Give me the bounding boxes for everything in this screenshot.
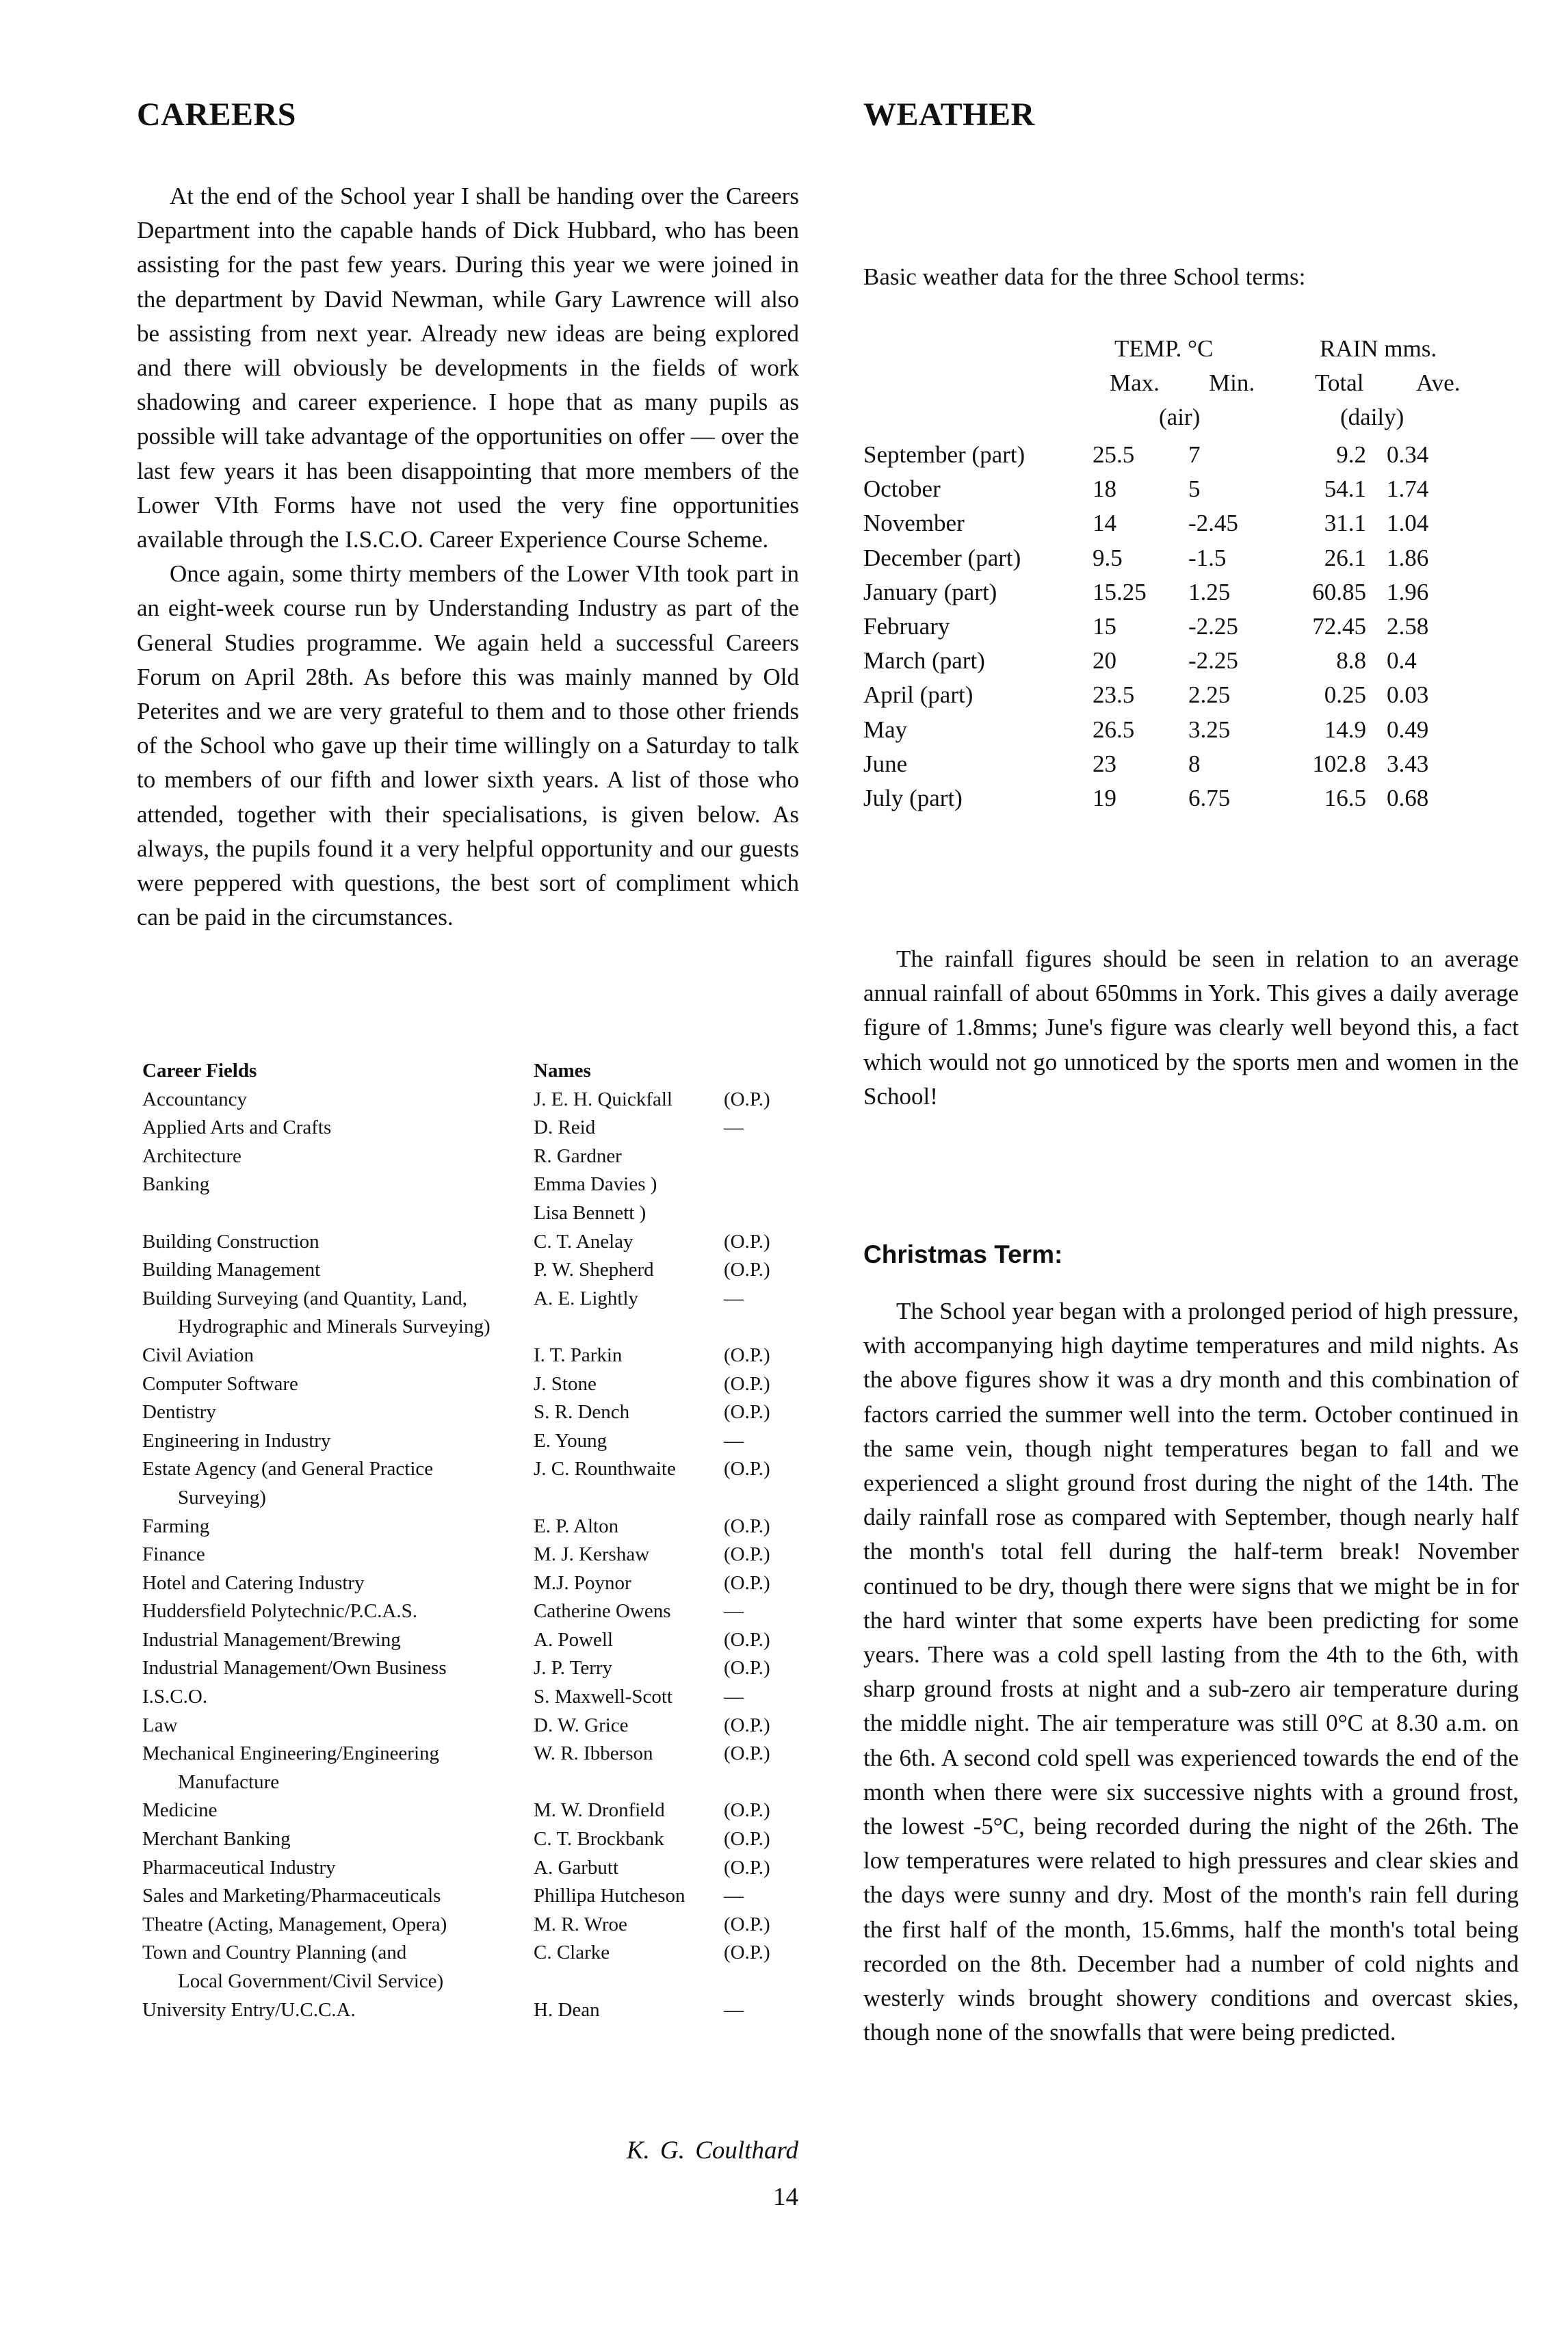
person-name: H. Dean: [534, 1998, 600, 2021]
table-row: [142, 1256, 799, 1285]
table-row: [142, 1740, 799, 1796]
table-row: [142, 1342, 799, 1370]
weather-table-body: [863, 438, 1455, 815]
christmas-term-paragraph: The School year began with a prolonged period of high pressure, with accompanying high daytime temperatures and mild nights. As the above figures show it was a dry month and this combination of factors carried the summer well into the term. October continued in the same vein, though night temperatures began to fall and we experienced a slight ground frost during the night of the 14th. The daily rainfall rose as compared with September, though nearly half the month's total fell during the half-term break! November continued to be dry, though there were signs that we might be in for the hard winter that some experts have been predicting for some years. There was a cold spell lasting from the 4th to the 6th, with sharp ground frosts at night and a sub-zero air temperature during the middle night. The air temperature was still 0°C at 8.30 a.m. on the 6th. A second cold spell was experienced towards the end of the month when there were six successive nights with a ground frost, the lowest -5°C, being recorded during the night of the 26th. The low temperatures were related to high pressures and clear skies and the days were sunny and dry. Most of the month's rain fell during the first half of the month, 15.6mms, half the month's total being recorded on the 8th. December had a number of cold nights and westerly winds brought showery conditions and overcast skies, though none of the snowfalls that were being predicted.: [863, 1298, 1519, 2046]
careers-paragraph-2: Once again, some thirty members of the Lower VIth took part in an eight-week course run by Understanding Industry as part of the General Studies programme. We again held a successful Careers Forum on April 28th. As before this was mainly manned by Old Peterites and we are very grateful to them and to those other friends of the School who gave up their time willingly on a Saturday to talk to members of our fifth and lower sixth years. A list of those who attended, together with their specialisations, is given below. As always, the pupils found it a very helpful opportunity and our guests were peppered with questions, the best sort of compliment which can be paid in the circumstances.: [137, 560, 799, 931]
career-field: Pharmaceutical Industry: [142, 1856, 336, 1879]
career-field: Accountancy: [142, 1088, 247, 1110]
air-header: (air): [1159, 404, 1201, 430]
table-row: [142, 1939, 799, 1996]
career-field-cell: [142, 1228, 534, 1257]
total-header: Total: [1315, 369, 1364, 396]
temp-header: TEMP. °C: [1114, 335, 1214, 362]
min-temp-cell: 2.25: [1188, 681, 1231, 709]
careers-heading: CAREERS: [137, 96, 296, 133]
person-name: A. Garbutt: [534, 1856, 619, 1879]
max-temp-cell: 15.25: [1093, 578, 1147, 605]
rain-total-cell: 9.2: [1336, 441, 1366, 468]
career-field: Hotel and Catering Industry: [142, 1571, 365, 1594]
career-fields-table: [142, 1057, 799, 2024]
old-peterite-marker: (O.P.): [724, 1714, 770, 1736]
min-temp-cell: 5: [1188, 475, 1201, 503]
signature: K. G. Coulthard: [626, 2137, 798, 2165]
person-name: Emma Davies ): [534, 1173, 657, 1196]
ave-header: Ave.: [1416, 369, 1461, 396]
table-row: [142, 1882, 799, 1911]
old-peterite-marker: (O.P.): [724, 1401, 770, 1424]
rain-average-cell: 3.43: [1387, 750, 1429, 777]
old-peterite-marker: (O.P.): [724, 1344, 770, 1366]
old-peterite-marker: —: [724, 1885, 744, 1907]
rain-average-cell: 1.74: [1387, 475, 1429, 503]
career-field: Building Construction: [142, 1230, 319, 1253]
min-temp-cell: 7: [1188, 441, 1201, 468]
table-row: [142, 1825, 799, 1854]
career-field-continuation: Local Government/Civil Service): [178, 1970, 444, 1992]
rain-total-cell: 31.1: [1324, 510, 1366, 537]
rain-total-cell: 60.85: [1312, 578, 1366, 605]
table-row: [142, 1142, 799, 1171]
weather-row: [863, 472, 1455, 506]
weather-row: [863, 541, 1455, 575]
weather-heading: WEATHER: [863, 96, 1035, 133]
person-name: M. R. Wroe: [534, 1913, 627, 1935]
career-field: Building Management: [142, 1259, 321, 1281]
rainfall-paragraph: The rainfall figures should be seen in relation to an average annual rainfall of about 650mms in York. This gives a daily average figure of 1.8mms; June's figure was clearly well beyond this, a fact which would not go unnoticed by the sports men and women in the School!: [863, 945, 1519, 1110]
career-field: Finance: [142, 1543, 205, 1566]
max-temp-cell: 25.5: [1093, 441, 1135, 468]
table-row: [142, 1683, 799, 1712]
daily-header: (daily): [1340, 404, 1404, 430]
old-peterite-marker: [724, 1171, 799, 1199]
min-temp-cell: -2.25: [1188, 647, 1238, 675]
old-peterite-marker: —: [724, 1600, 744, 1623]
careers-text: [137, 179, 799, 935]
table-header-row: [142, 1057, 799, 1086]
rain-average-cell: 1.04: [1387, 510, 1429, 537]
person-name: S. R. Dench: [534, 1401, 630, 1424]
person-name: J. P. Terry: [534, 1657, 613, 1680]
career-field: Building Surveying (and Quantity, Land,: [142, 1287, 467, 1309]
weather-row: [863, 438, 1455, 472]
career-field-continuation: Hydrographic and Minerals Surveying): [178, 1316, 491, 1338]
career-field: I.S.C.O.: [142, 1686, 208, 1708]
person-name: Lisa Bennett ): [534, 1201, 646, 1224]
person-name: M. W. Dronfield: [534, 1799, 665, 1822]
old-peterite-marker: (O.P.): [724, 1913, 770, 1935]
career-field-cell: [142, 1114, 534, 1142]
career-field: Estate Agency (and General Practice: [142, 1458, 434, 1480]
person-name: D. Reid: [534, 1116, 596, 1139]
max-temp-cell: 18: [1093, 475, 1116, 503]
person-name: M.J. Poynor: [534, 1571, 631, 1594]
old-peterite-marker: (O.P.): [724, 1828, 770, 1851]
min-temp-cell: -2.25: [1188, 613, 1238, 640]
month-cell: December (part): [863, 544, 1021, 571]
person-name: R. Gardner: [534, 1145, 622, 1167]
career-field-continuation: Manufacture: [178, 1770, 280, 1793]
career-field: Merchant Banking: [142, 1828, 291, 1851]
old-peterite-marker: —: [724, 1686, 744, 1708]
rain-average-cell: 0.68: [1387, 785, 1429, 812]
old-peterite-marker: (O.P.): [724, 1657, 770, 1680]
table-row: [142, 1569, 799, 1598]
person-name: Phillipa Hutcheson: [534, 1885, 685, 1907]
min-temp-cell: 1.25: [1188, 578, 1231, 605]
career-field: Industrial Management/Brewing: [142, 1628, 401, 1651]
career-field-cell: [142, 1513, 534, 1541]
max-header: Max.: [1110, 369, 1160, 396]
career-field-cell: [142, 1342, 534, 1370]
month-cell: October: [863, 475, 941, 503]
career-field: Medicine: [142, 1799, 218, 1822]
weather-row: [863, 610, 1455, 644]
career-field-cell: [142, 1427, 534, 1456]
careers-column: [137, 96, 799, 931]
career-field-cell: [142, 1882, 534, 1911]
person-name: J. C. Rounthwaite: [534, 1458, 676, 1480]
table-row: [142, 1171, 799, 1199]
career-field-continuation: Surveying): [178, 1486, 266, 1508]
month-cell: January (part): [863, 578, 997, 605]
person-name: P. W. Shepherd: [534, 1259, 654, 1281]
rain-header: RAIN mms.: [1320, 335, 1437, 362]
old-peterite-marker: (O.P.): [724, 1458, 770, 1480]
table-row: [142, 1654, 799, 1683]
old-peterite-marker: (O.P.): [724, 1515, 770, 1537]
weather-row: [863, 678, 1455, 712]
career-field-cell: [142, 1825, 534, 1854]
old-peterite-marker: [724, 1142, 799, 1171]
min-temp-cell: -1.5: [1188, 544, 1227, 571]
table-row: [142, 1597, 799, 1626]
max-temp-cell: 20: [1093, 647, 1116, 675]
table-row: [142, 1911, 799, 1939]
old-peterite-marker: —: [724, 1429, 744, 1452]
old-peterite-marker: (O.P.): [724, 1571, 770, 1594]
month-cell: May: [863, 716, 908, 743]
table-row: [142, 1199, 799, 1228]
table-row: [142, 1370, 799, 1399]
min-temp-cell: -2.45: [1188, 510, 1238, 537]
person-name: C. T. Brockbank: [534, 1828, 664, 1851]
old-peterite-marker: (O.P.): [724, 1856, 770, 1879]
max-temp-cell: 15: [1093, 613, 1116, 640]
rain-average-cell: 0.34: [1387, 441, 1429, 468]
person-name: S. Maxwell-Scott: [534, 1686, 672, 1708]
career-fields-header: Career Fields: [142, 1060, 257, 1082]
table-row: [142, 1086, 799, 1114]
weather-row: [863, 644, 1455, 678]
table-row: [142, 1626, 799, 1655]
table-row: [142, 1796, 799, 1825]
person-name: Catherine Owens: [534, 1600, 671, 1623]
career-field-cell: [142, 1541, 534, 1569]
career-field-cell: [142, 1285, 534, 1342]
career-field-cell: [142, 1597, 534, 1626]
old-peterite-marker: —: [724, 1998, 744, 2021]
old-peterite-marker: (O.P.): [724, 1942, 770, 1964]
career-field-cell: [142, 1626, 534, 1655]
career-field-cell: [142, 1911, 534, 1939]
max-temp-cell: 19: [1093, 785, 1116, 812]
career-field: Town and Country Planning (and: [142, 1942, 407, 1964]
person-name: W. R. Ibberson: [534, 1742, 653, 1765]
weather-row: [863, 713, 1455, 747]
old-peterite-marker: (O.P.): [724, 1628, 770, 1651]
career-fields-body: [142, 1086, 799, 2025]
old-peterite-marker: (O.P.): [724, 1259, 770, 1281]
weather-row: [863, 506, 1455, 540]
old-peterite-marker: (O.P.): [724, 1799, 770, 1822]
old-peterite-marker: [724, 1199, 799, 1228]
min-temp-cell: 6.75: [1188, 785, 1231, 812]
career-field: Theatre (Acting, Management, Opera): [142, 1913, 447, 1935]
table-row: [142, 1455, 799, 1512]
career-field: Law: [142, 1714, 178, 1736]
career-field: Sales and Marketing/Pharmaceuticals: [142, 1885, 441, 1907]
old-peterite-marker: (O.P.): [724, 1372, 770, 1395]
table-row: [142, 1398, 799, 1427]
career-field: Farming: [142, 1515, 210, 1537]
career-field: Engineering in Industry: [142, 1429, 331, 1452]
names-header: Names: [534, 1060, 591, 1082]
person-name: D. W. Grice: [534, 1714, 629, 1736]
person-name: M. J. Kershaw: [534, 1543, 650, 1566]
career-field: Dentistry: [142, 1401, 216, 1424]
person-name: I. T. Parkin: [534, 1344, 623, 1366]
min-temp-cell: 3.25: [1188, 716, 1231, 743]
weather-column: [863, 96, 1519, 2046]
old-peterite-marker: (O.P.): [724, 1543, 770, 1566]
career-field: Industrial Management/Own Business: [142, 1657, 447, 1680]
month-cell: June: [863, 750, 908, 777]
rain-average-cell: 0.03: [1387, 681, 1429, 709]
career-field-cell: [142, 1171, 534, 1199]
month-cell: February: [863, 613, 950, 640]
rain-average-cell: 0.49: [1387, 716, 1429, 743]
month-cell: November: [863, 510, 965, 537]
month-cell: April (part): [863, 681, 974, 709]
rain-average-cell: 1.96: [1387, 578, 1429, 605]
career-field-cell: [142, 1796, 534, 1825]
career-field-cell: [142, 1996, 534, 2025]
career-field-cell: [142, 1854, 534, 1883]
month-cell: September (part): [863, 441, 1025, 468]
table-row: [142, 1285, 799, 1342]
careers-paragraph-1: At the end of the School year I shall be handing over the Careers Department into the capable hands of Dick Hubbard, who has been assisting for the past few years. During this year we were joined in the department by David Newman, while Gary Lawrence will also be assisting from next year. Already new ideas are being explored and there will obviously be developments in the fields of work shadowing and career experience. I hope that as many pupils as possible will take advantage of the opportunities on offer — over the last few years it has been disappointing that more members of the Lower VIth Forms have not used the very fine opportunities available through the I.S.C.O. Career Experience Course Scheme.: [137, 183, 799, 553]
career-field: Architecture: [142, 1145, 241, 1167]
person-name: J. E. H. Quickfall: [534, 1088, 672, 1110]
person-name: E. Young: [534, 1429, 607, 1452]
table-row: [142, 1114, 799, 1142]
max-temp-cell: 23.5: [1093, 681, 1135, 709]
career-field: Huddersfield Polytechnic/P.C.A.S.: [142, 1600, 417, 1623]
old-peterite-marker: (O.P.): [724, 1742, 770, 1765]
career-field-cell: [142, 1256, 534, 1285]
career-field-cell: [142, 1712, 534, 1740]
rain-average-cell: 0.4: [1387, 647, 1417, 675]
max-temp-cell: 9.5: [1093, 544, 1123, 571]
rain-total-cell: 54.1: [1324, 475, 1366, 503]
career-field: Computer Software: [142, 1372, 298, 1395]
table-row: [142, 1854, 799, 1883]
person-name: A. Powell: [534, 1628, 613, 1651]
month-cell: July (part): [863, 785, 963, 812]
old-peterite-marker: —: [724, 1116, 744, 1139]
person-name: C. Clarke: [534, 1942, 610, 1964]
weather-row: [863, 575, 1455, 610]
old-peterite-marker: (O.P.): [724, 1088, 770, 1110]
rainfall-text: [863, 942, 1519, 1114]
table-row: [142, 1712, 799, 1740]
rain-total-cell: 72.45: [1312, 613, 1366, 640]
rain-average-cell: 1.86: [1387, 544, 1429, 571]
career-field-cell: [142, 1086, 534, 1114]
christmas-term-heading: Christmas Term:: [863, 1240, 1063, 1268]
person-name: C. T. Anelay: [534, 1230, 633, 1253]
career-field-cell: [142, 1740, 534, 1796]
old-peterite-marker: —: [724, 1287, 744, 1309]
old-peterite-marker: (O.P.): [724, 1230, 770, 1253]
career-field-cell: [142, 1199, 534, 1228]
page-number: 14: [773, 2183, 798, 2211]
weather-intro: Basic weather data for the three School terms:: [863, 263, 1306, 290]
table-row: [142, 1541, 799, 1569]
min-temp-cell: 8: [1188, 750, 1201, 777]
career-field: Civil Aviation: [142, 1344, 254, 1366]
career-field: Mechanical Engineering/Engineering: [142, 1742, 440, 1765]
person-name: J. Stone: [534, 1372, 597, 1395]
career-field-cell: [142, 1569, 534, 1598]
table-row: [142, 1513, 799, 1541]
month-cell: March (part): [863, 647, 985, 675]
career-field: Applied Arts and Crafts: [142, 1116, 332, 1139]
rain-average-cell: 2.58: [1387, 613, 1429, 640]
weather-table: [863, 438, 1455, 815]
rain-total-cell: 16.5: [1324, 785, 1366, 812]
min-header: Min.: [1209, 369, 1255, 396]
rain-total-cell: 0.25: [1324, 681, 1366, 709]
weather-row: [863, 781, 1455, 815]
table-row: [142, 1996, 799, 2025]
career-field-cell: [142, 1398, 534, 1427]
max-temp-cell: 23: [1093, 750, 1116, 777]
table-row: [142, 1228, 799, 1257]
career-field-cell: [142, 1370, 534, 1399]
career-field-cell: [142, 1455, 534, 1512]
career-field-cell: [142, 1142, 534, 1171]
christmas-term-text: [863, 1294, 1519, 2050]
max-temp-cell: 14: [1093, 510, 1116, 537]
person-name: E. P. Alton: [534, 1515, 619, 1537]
table-row: [142, 1427, 799, 1456]
max-temp-cell: 26.5: [1093, 716, 1135, 743]
rain-total-cell: 102.8: [1312, 750, 1366, 777]
career-field-cell: [142, 1939, 534, 1996]
weather-row: [863, 747, 1455, 781]
rain-total-cell: 8.8: [1336, 647, 1366, 675]
career-field: Banking: [142, 1173, 210, 1196]
person-name: A. E. Lightly: [534, 1287, 639, 1309]
career-field-cell: [142, 1654, 534, 1683]
rain-total-cell: 14.9: [1324, 716, 1366, 743]
rain-total-cell: 26.1: [1324, 544, 1366, 571]
career-field: University Entry/U.C.C.A.: [142, 1998, 356, 2021]
career-field-cell: [142, 1683, 534, 1712]
